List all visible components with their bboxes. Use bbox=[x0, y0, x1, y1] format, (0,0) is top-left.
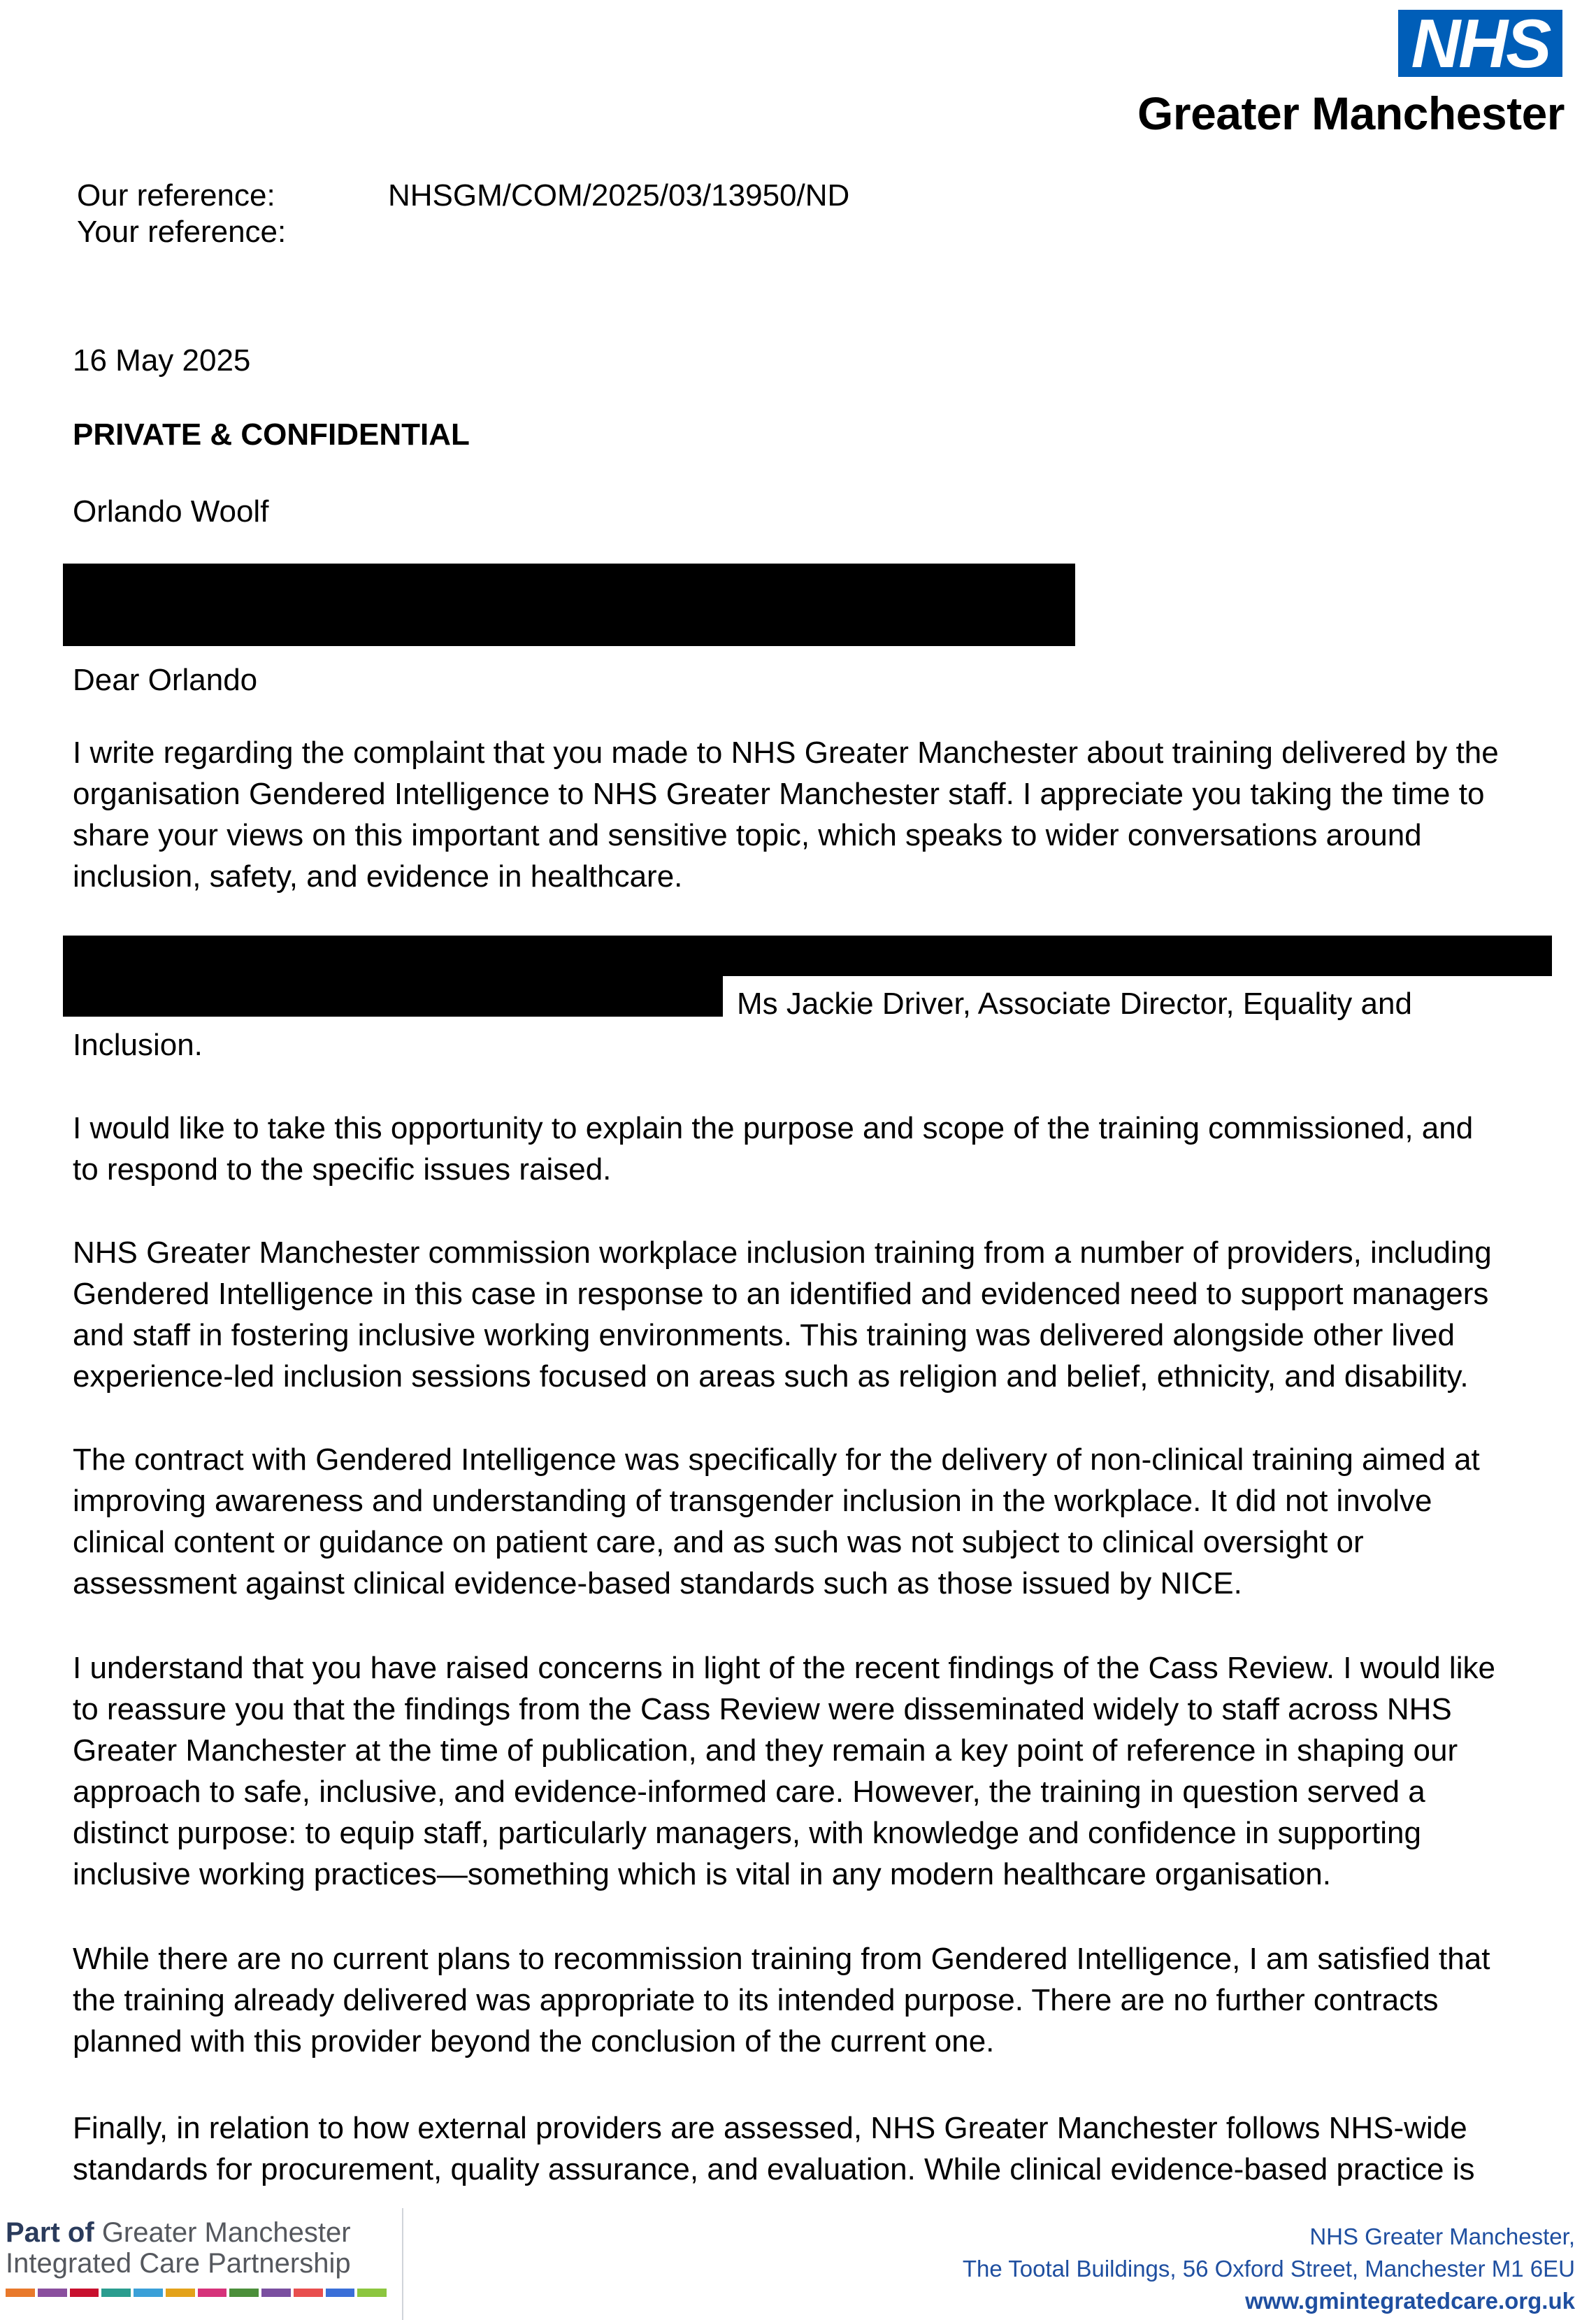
paragraph-line: improving awareness and understanding of transgender inclusion in the workplace. It did not involve bbox=[73, 1484, 1432, 1518]
paragraph-line: to reassure you that the findings from the Cass Review were disseminated widely to staff across NHS bbox=[73, 1692, 1452, 1726]
classification: PRIVATE & CONFIDENTIAL bbox=[73, 417, 470, 452]
stripe-segment bbox=[261, 2289, 291, 2297]
paragraph-line: assessment against clinical evidence-based standards such as those issued by NICE. bbox=[73, 1566, 1242, 1601]
nhs-logo: NHS bbox=[1398, 10, 1562, 77]
footer-divider bbox=[402, 2208, 403, 2320]
paragraph-line: Gendered Intelligence in this case in response to an identified and evidenced need to support managers bbox=[73, 1277, 1489, 1311]
paragraph-line: distinct purpose: to equip staff, particularly managers, with knowledge and confidence in supporting bbox=[73, 1816, 1421, 1850]
paragraph-line: While there are no current plans to recommission training from Gendered Intelligence, I am satisfied that bbox=[73, 1942, 1490, 1976]
stripe-segment bbox=[101, 2289, 131, 2297]
footer-part-of: Part of bbox=[6, 2217, 94, 2248]
letter-date: 16 May 2025 bbox=[73, 343, 251, 378]
paragraph-contract bbox=[73, 1439, 1576, 1604]
paragraph-line: I would like to take this opportunity to explain the purpose and scope of the training commissioned, and bbox=[73, 1111, 1474, 1145]
paragraph-line: Ms Jackie Driver, Associate Director, Equality and bbox=[737, 987, 1412, 1021]
stripe-segment bbox=[134, 2289, 163, 2297]
paragraph-assessment bbox=[73, 2107, 1576, 2190]
stripe-segment bbox=[357, 2289, 387, 2297]
paragraph-line: I understand that you have raised concerns in light of the recent findings of the Cass Review. I would like bbox=[73, 1651, 1495, 1685]
paragraph-line: inclusion, safety, and evidence in healthcare. bbox=[73, 859, 683, 894]
recipient-name: Orlando Woolf bbox=[73, 494, 269, 529]
paragraph-line: organisation Gendered Intelligence to NHS Greater Manchester staff. I appreciate you taking the time to bbox=[73, 777, 1485, 811]
paragraph-recommission bbox=[73, 1938, 1576, 2062]
stripe-segment bbox=[294, 2289, 323, 2297]
paragraph-intro bbox=[73, 732, 1576, 897]
salutation: Dear Orlando bbox=[73, 663, 258, 697]
nhs-region-name: Greater Manchester bbox=[1137, 87, 1565, 139]
paragraph-line: Greater Manchester at the time of publication, and they remain a key point of reference in shaping our bbox=[73, 1733, 1458, 1768]
our-reference-value: NHSGM/COM/2025/03/13950/ND bbox=[388, 178, 850, 213]
paragraph-cass-review bbox=[73, 1647, 1576, 1895]
your-reference-label: Your reference: bbox=[77, 215, 287, 249]
stripe-segment bbox=[166, 2289, 195, 2297]
paragraph-line: the training already delivered was appropriate to its intended purpose. There are no further contracts bbox=[73, 1983, 1439, 2017]
stripe-segment bbox=[326, 2289, 355, 2297]
redacted-address bbox=[63, 564, 1075, 646]
stripe-segment bbox=[198, 2289, 227, 2297]
paragraph-purpose bbox=[73, 1108, 1576, 1190]
footer-partnership-line2: Integrated Care Partnership bbox=[6, 2248, 351, 2279]
paragraph-line: and staff in fostering inclusive working environments. This training was delivered alongside other lived bbox=[73, 1318, 1455, 1352]
footer-address: The Tootal Buildings, 56 Oxford Street, Manchester M1 6EU bbox=[962, 2256, 1575, 2282]
stripe-segment bbox=[229, 2289, 259, 2297]
paragraph-commission bbox=[73, 1232, 1576, 1397]
paragraph-line: planned with this provider beyond the conclusion of the current one. bbox=[73, 2024, 995, 2058]
paragraph-line: NHS Greater Manchester commission workplace inclusion training from a number of providers, including bbox=[73, 1236, 1492, 1270]
paragraph-line: standards for procurement, quality assurance, and evaluation. While clinical evidence-based practice is bbox=[73, 2152, 1475, 2186]
paragraph-line: The contract with Gendered Intelligence was specifically for the delivery of non-clinical training aimed at bbox=[73, 1442, 1480, 1477]
stripe-segment bbox=[70, 2289, 99, 2297]
paragraph-line: inclusive working practices—something which is vital in any modern healthcare organisation. bbox=[73, 1857, 1331, 1891]
paragraph-line: clinical content or guidance on patient care, and as such was not subject to clinical oversight or bbox=[73, 1525, 1364, 1559]
footer-organisation: NHS Greater Manchester, bbox=[1309, 2224, 1575, 2249]
paragraph-line: approach to safe, inclusive, and evidence-informed care. However, the training in question served a bbox=[73, 1775, 1425, 1809]
footer-partnership-line1: Greater Manchester bbox=[101, 2217, 351, 2248]
redacted-text-line-2 bbox=[63, 976, 723, 1017]
our-reference-label: Our reference: bbox=[77, 178, 275, 213]
stripe-segment bbox=[6, 2289, 35, 2297]
paragraph-line: to respond to the specific issues raised. bbox=[73, 1152, 612, 1187]
footer-partnership-logo bbox=[6, 2218, 351, 2247]
redacted-text-line-1 bbox=[63, 936, 1552, 976]
footer-website[interactable]: www.gmintegratedcare.org.uk bbox=[1245, 2288, 1575, 2314]
paragraph-line: experience-led inclusion sessions focused on areas such as religion and belief, ethnicity, and disability. bbox=[73, 1359, 1469, 1394]
paragraph-line: share your views on this important and sensitive topic, which speaks to wider conversations around bbox=[73, 818, 1422, 852]
paragraph-line: I write regarding the complaint that you made to NHS Greater Manchester about training delivered by the bbox=[73, 736, 1499, 770]
paragraph-line: Inclusion. bbox=[73, 1028, 203, 1062]
paragraph-line: Finally, in relation to how external providers are assessed, NHS Greater Manchester follows NHS-wide bbox=[73, 2111, 1467, 2145]
stripe-segment bbox=[38, 2289, 67, 2297]
